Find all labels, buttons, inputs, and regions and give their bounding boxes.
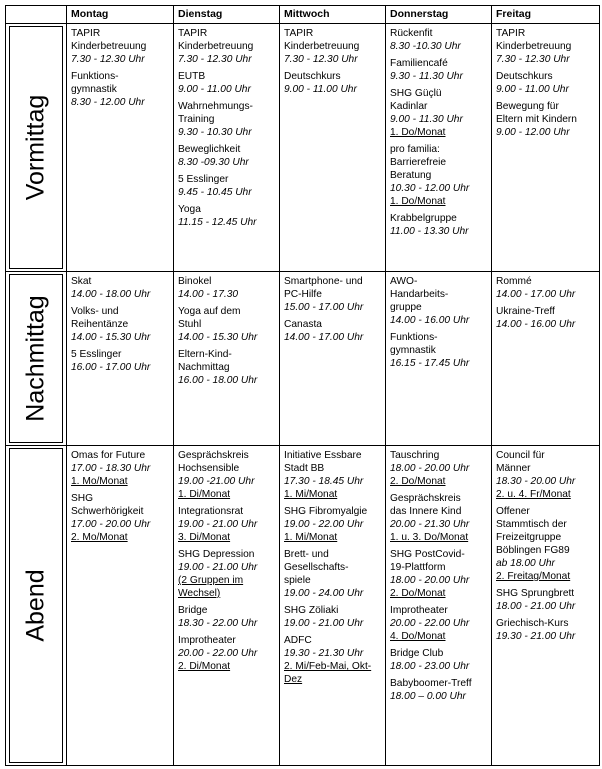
entry-title-line: Babyboomer-Treff — [390, 678, 472, 689]
entry-time: 19.30 - 21.00 Uhr — [496, 631, 576, 642]
schedule-cell — [280, 272, 386, 446]
entry-title-line: Gesellschafts- — [284, 562, 349, 573]
entry-title-line: das Innere Kind — [390, 506, 462, 517]
row-nachmittag — [6, 272, 600, 446]
schedule-entry — [71, 492, 169, 544]
day-header-mittwoch: Mittwoch — [280, 6, 386, 24]
schedule-entry — [71, 275, 169, 301]
entry-title-line: Deutschkurs — [496, 71, 553, 82]
schedule-entry — [284, 318, 381, 344]
schedule-cell — [174, 24, 280, 272]
schedule-entry — [390, 449, 487, 488]
schedule-entry — [178, 505, 275, 544]
schedule-cell — [386, 24, 492, 272]
schedule-cell — [67, 24, 174, 272]
entry-frequency-note: 2. Di/Monat — [178, 661, 231, 672]
entry-time: 17.00 - 18.30 Uhr — [71, 463, 151, 474]
entry-time: 19.00 - 22.00 Uhr — [284, 519, 364, 530]
entry-title-line: ADFC — [284, 635, 312, 646]
entry-title-line: spiele — [284, 575, 311, 586]
entry-frequency-note: 1. Mo/Monat — [71, 476, 128, 487]
schedule-entry — [496, 100, 595, 139]
entry-title-line: Eltern-Kind- — [178, 349, 232, 360]
entry-frequency-note: 2. Do/Monat — [390, 588, 446, 599]
entry-title-line: Volks- und — [71, 306, 119, 317]
entry-title-line: Ukraine-Treff — [496, 306, 555, 317]
entry-frequency-note: 2. u. 4. Fr/Monat — [496, 489, 571, 500]
schedule-entry — [178, 173, 275, 199]
entry-title-line: TAPIR — [71, 28, 101, 39]
entry-time: 9.00 - 11.30 Uhr — [390, 114, 463, 125]
entry-frequency-note: 4. Do/Monat — [390, 631, 446, 642]
entry-title-line: Freizeitgruppe — [496, 532, 562, 543]
entry-title-line: SHG Depression — [178, 549, 255, 560]
period-label-cell — [6, 272, 67, 446]
entry-time: 19.00 - 21.00 Uhr — [178, 519, 258, 530]
entry-title-line: Reihentänze — [71, 319, 129, 330]
weekly-schedule-table — [5, 5, 600, 766]
entry-title-line: Brett- und — [284, 549, 329, 560]
period-label-cell — [6, 446, 67, 766]
entry-time: 16.00 - 17.00 Uhr — [71, 362, 151, 373]
schedule-entry — [390, 212, 487, 238]
schedule-entry — [178, 275, 275, 301]
entry-title-line: AWO- — [390, 276, 418, 287]
entry-title-line: Beratung — [390, 170, 432, 181]
corner-cell — [6, 6, 67, 24]
entry-time: 17.30 - 18.45 Uhr — [284, 476, 364, 487]
schedule-entry — [178, 604, 275, 630]
schedule-entry — [178, 348, 275, 387]
entry-time: 9.45 - 10.45 Uhr — [178, 187, 252, 198]
entry-title-line: Gesprächskreis — [390, 493, 461, 504]
entry-time: 19.30 - 21.30 Uhr — [284, 648, 364, 659]
entry-title-line: Bewegung für — [496, 101, 559, 112]
entry-time: 11.00 - 13.30 Uhr — [390, 226, 469, 237]
entry-title-line: Männer — [496, 463, 531, 474]
entry-title-line: Hochsensible — [178, 463, 240, 474]
schedule-entry — [178, 70, 275, 96]
schedule-entry — [284, 449, 381, 501]
entry-frequency-note: 2. Mi/Feb-Mai, Okt-Dez — [284, 661, 372, 685]
entry-title-line: Böblingen FG89 — [496, 545, 570, 556]
schedule-entry — [496, 27, 595, 66]
entry-title-line: Eltern mit Kindern — [496, 114, 577, 125]
entry-title-line: Integrationsrat — [178, 506, 244, 517]
row-vormittag — [6, 24, 600, 272]
schedule-cell — [67, 272, 174, 446]
entry-title-line: Kinderbetreuung — [178, 41, 254, 52]
entry-title-line: Bridge Club — [390, 648, 444, 659]
entry-time: 18.00 – 0.00 Uhr — [390, 691, 466, 702]
schedule-entry — [284, 70, 381, 96]
entry-title-line: PC-Hilfe — [284, 289, 322, 300]
schedule-entry — [496, 275, 595, 301]
schedule-entry — [284, 275, 381, 314]
entry-title-line: pro familia: — [390, 144, 440, 155]
entry-time: 8.30 - 12.00 Uhr — [71, 97, 145, 108]
schedule-entry — [284, 27, 381, 66]
entry-time: 9.00 - 11.00 Uhr — [178, 84, 251, 95]
entry-time: 7.30 - 12.30 Uhr — [178, 54, 252, 65]
entry-title-line: Kinderbetreuung — [71, 41, 147, 52]
day-header-freitag: Freitag — [492, 6, 600, 24]
entry-time: 9.00 - 12.00 Uhr — [496, 127, 570, 138]
entry-title-line: TAPIR — [178, 28, 208, 39]
entry-time: 18.30 - 22.00 Uhr — [178, 618, 258, 629]
header-row — [6, 6, 600, 24]
schedule-entry — [71, 70, 169, 109]
entry-title-line: Griechisch-Kurs — [496, 618, 569, 629]
schedule-entry — [178, 203, 275, 229]
schedule-cell — [174, 446, 280, 766]
schedule-entry — [390, 27, 487, 53]
schedule-cell — [386, 272, 492, 446]
entry-time: 16.00 - 18.00 Uhr — [178, 375, 258, 386]
period-label: Vormittag — [21, 94, 50, 201]
entry-title-line: Schwerhörigkeit — [71, 506, 144, 517]
entry-time: 14.00 - 17.30 — [178, 289, 239, 300]
entry-time: 20.00 - 22.00 Uhr — [390, 618, 470, 629]
entry-title-line: SHG Fibromyalgie — [284, 506, 368, 517]
schedule-entry — [390, 331, 487, 370]
schedule-cell — [386, 446, 492, 766]
entry-time: 9.00 - 11.00 Uhr — [284, 84, 357, 95]
entry-time: 14.00 - 17.00 Uhr — [284, 332, 364, 343]
entry-title-line: TAPIR — [284, 28, 314, 39]
schedule-entry — [284, 604, 381, 630]
day-header-montag: Montag — [67, 6, 174, 24]
schedule-cell — [280, 446, 386, 766]
entry-title-line: Funktions- — [71, 71, 119, 82]
entry-title-line: Smartphone- und — [284, 276, 363, 287]
schedule-cell — [174, 272, 280, 446]
entry-title-line: Skat — [71, 276, 92, 287]
schedule-entry — [390, 57, 487, 83]
entry-frequency-note: 1. Mi/Monat — [284, 489, 338, 500]
entry-title-line: Canasta — [284, 319, 322, 330]
entry-title-line: Stuhl — [178, 319, 202, 330]
entry-title-line: Handarbeits- — [390, 289, 449, 300]
schedule-entry — [390, 275, 487, 327]
schedule-entry — [496, 587, 595, 613]
entry-title-line: SHG — [71, 493, 94, 504]
schedule-entry — [178, 143, 275, 169]
entry-title-line: Kinderbetreuung — [496, 41, 572, 52]
schedule-cell — [67, 446, 174, 766]
schedule-entry — [178, 634, 275, 673]
entry-frequency-note: 2. Mo/Monat — [71, 532, 128, 543]
entry-time: 14.00 - 16.00 Uhr — [390, 315, 470, 326]
entry-title-line: Funktions- — [390, 332, 438, 343]
entry-title-line: Barrierefreie — [390, 157, 447, 168]
entry-title-line: Rückenfit — [390, 28, 433, 39]
schedule-entry — [284, 548, 381, 600]
schedule-entry — [496, 617, 595, 643]
entry-title-line: Wahrnehmungs- — [178, 101, 253, 112]
entry-title-line: SHG Zöliaki — [284, 605, 339, 616]
entry-title-line: SHG Sprungbrett — [496, 588, 575, 599]
entry-title-line: Kadinlar — [390, 101, 428, 112]
entry-title-line: Omas for Future — [71, 450, 146, 461]
entry-frequency-note: 3. Di/Monat — [178, 532, 231, 543]
entry-time: 9.30 - 11.30 Uhr — [390, 71, 463, 82]
entry-time: 10.30 - 12.00 Uhr — [390, 183, 470, 194]
entry-time: 18.00 - 21.00 Uhr — [496, 601, 576, 612]
schedule-entry — [284, 505, 381, 544]
entry-frequency-note: 1. Di/Monat — [178, 489, 231, 500]
schedule-entry — [496, 449, 595, 501]
entry-title-line: Yoga — [178, 204, 201, 215]
schedule-entry — [496, 305, 595, 331]
entry-title-line: Improtheater — [390, 605, 448, 616]
entry-time: 20.00 - 22.00 Uhr — [178, 648, 258, 659]
schedule-entry — [390, 604, 487, 643]
schedule-entry — [390, 677, 487, 703]
entry-time: 18.30 - 20.00 Uhr — [496, 476, 576, 487]
entry-title-line: Tauschring — [390, 450, 440, 461]
schedule-entry — [390, 548, 487, 600]
entry-title-line: Offener — [496, 506, 530, 517]
entry-title-line: Gesprächskreis — [178, 450, 249, 461]
entry-title-line: gymnastik — [71, 84, 117, 95]
entry-time: 18.00 - 20.00 Uhr — [390, 575, 470, 586]
schedule-entry — [178, 449, 275, 501]
schedule-entry — [178, 100, 275, 139]
entry-time: 19.00 - 21.00 Uhr — [284, 618, 364, 629]
period-label-cell — [6, 24, 67, 272]
entry-time: 20.00 - 21.30 Uhr — [390, 519, 470, 530]
entry-time: 19.00 - 21.00 Uhr — [178, 562, 258, 573]
entry-time: 8.30 -10.30 Uhr — [390, 41, 461, 52]
schedule-cell — [492, 446, 600, 766]
schedule-entry — [71, 27, 169, 66]
entry-time: 19.00 -21.00 Uhr — [178, 476, 255, 487]
entry-title-line: Kinderbetreuung — [284, 41, 360, 52]
entry-frequency-note: 2. Freitag/Monat — [496, 571, 571, 582]
schedule-entry — [390, 87, 487, 139]
entry-title-line: Initiative Essbare — [284, 450, 362, 461]
day-header-dienstag: Dienstag — [174, 6, 280, 24]
entry-title-line: Binokel — [178, 276, 212, 287]
entry-frequency-note: 1. Do/Monat — [390, 196, 446, 207]
schedule-entry — [71, 348, 169, 374]
entry-title-line: Deutschkurs — [284, 71, 341, 82]
schedule-cell — [492, 272, 600, 446]
entry-time: 11.15 - 12.45 Uhr — [178, 217, 257, 228]
entry-title-line: EUTB — [178, 71, 206, 82]
entry-time: 9.30 - 10.30 Uhr — [178, 127, 252, 138]
entry-time: 17.00 - 20.00 Uhr — [71, 519, 151, 530]
entry-frequency-note: 1. Mi/Monat — [284, 532, 338, 543]
entry-title-line: Training — [178, 114, 215, 125]
entry-title-line: SHG PostCovid- — [390, 549, 465, 560]
period-label: Abend — [21, 569, 50, 642]
entry-frequency-note: 1. Do/Monat — [390, 127, 446, 138]
entry-title-line: 19-Plattform — [390, 562, 446, 573]
schedule-entry — [496, 505, 595, 583]
schedule-cell — [280, 24, 386, 272]
entry-time: 14.00 - 16.00 Uhr — [496, 319, 576, 330]
entry-time: 16.15 - 17.45 Uhr — [390, 358, 470, 369]
entry-time: 8.30 -09.30 Uhr — [178, 157, 249, 168]
entry-title-line: 5 Esslinger — [178, 174, 229, 185]
entry-time: 7.30 - 12.30 Uhr — [284, 54, 358, 65]
schedule-entry — [284, 634, 381, 686]
entry-time: 14.00 - 15.30 Uhr — [71, 332, 151, 343]
entry-title-line: Nachmittag — [178, 362, 230, 373]
schedule-cell — [492, 24, 600, 272]
entry-title-line: Rommé — [496, 276, 532, 287]
entry-title-line: Krabbelgruppe — [390, 213, 457, 224]
entry-title-line: gymnastik — [390, 345, 436, 356]
schedule-entry — [178, 27, 275, 66]
entry-time: 7.30 - 12.30 Uhr — [496, 54, 570, 65]
schedule-entry — [71, 449, 169, 488]
entry-time: 9.00 - 11.00 Uhr — [496, 84, 569, 95]
schedule-entry — [496, 70, 595, 96]
entry-title-line: Improtheater — [178, 635, 236, 646]
schedule-entry — [178, 548, 275, 600]
entry-time: 18.00 - 23.00 Uhr — [390, 661, 470, 672]
entry-time: 15.00 - 17.00 Uhr — [284, 302, 364, 313]
entry-title-line: Council für — [496, 450, 545, 461]
entry-time: 18.00 - 20.00 Uhr — [390, 463, 470, 474]
entry-title-line: TAPIR — [496, 28, 526, 39]
entry-time: 14.00 - 17.00 Uhr — [496, 289, 576, 300]
entry-title-line: Stammtisch der — [496, 519, 567, 530]
entry-time: ab 18.00 Uhr — [496, 558, 555, 569]
entry-title-line: Yoga auf dem — [178, 306, 241, 317]
entry-time: 14.00 - 15.30 Uhr — [178, 332, 258, 343]
entry-title-line: Beweglichkeit — [178, 144, 241, 155]
entry-time: 19.00 - 24.00 Uhr — [284, 588, 364, 599]
schedule-entry — [390, 647, 487, 673]
schedule-entry — [178, 305, 275, 344]
row-abend — [6, 446, 600, 766]
schedule-entry — [390, 143, 487, 208]
entry-frequency-note: 2. Do/Monat — [390, 476, 446, 487]
entry-time: 7.30 - 12.30 Uhr — [71, 54, 145, 65]
entry-title-line: gruppe — [390, 302, 422, 313]
schedule-entry — [71, 305, 169, 344]
entry-title-line: Stadt BB — [284, 463, 325, 474]
entry-frequency-note: 1. u. 3. Do/Monat — [390, 532, 469, 543]
entry-title-line: Familiencafé — [390, 58, 448, 69]
schedule-entry — [390, 492, 487, 544]
entry-time: 14.00 - 18.00 Uhr — [71, 289, 151, 300]
entry-title-line: 5 Esslinger — [71, 349, 122, 360]
entry-title-line: SHG Güçlü — [390, 88, 442, 99]
entry-title-line: Bridge — [178, 605, 208, 616]
day-header-donnerstag: Donnerstag — [386, 6, 492, 24]
period-label: Nachmittag — [21, 295, 50, 422]
entry-frequency-note: (2 Gruppen im Wechsel) — [178, 575, 244, 599]
